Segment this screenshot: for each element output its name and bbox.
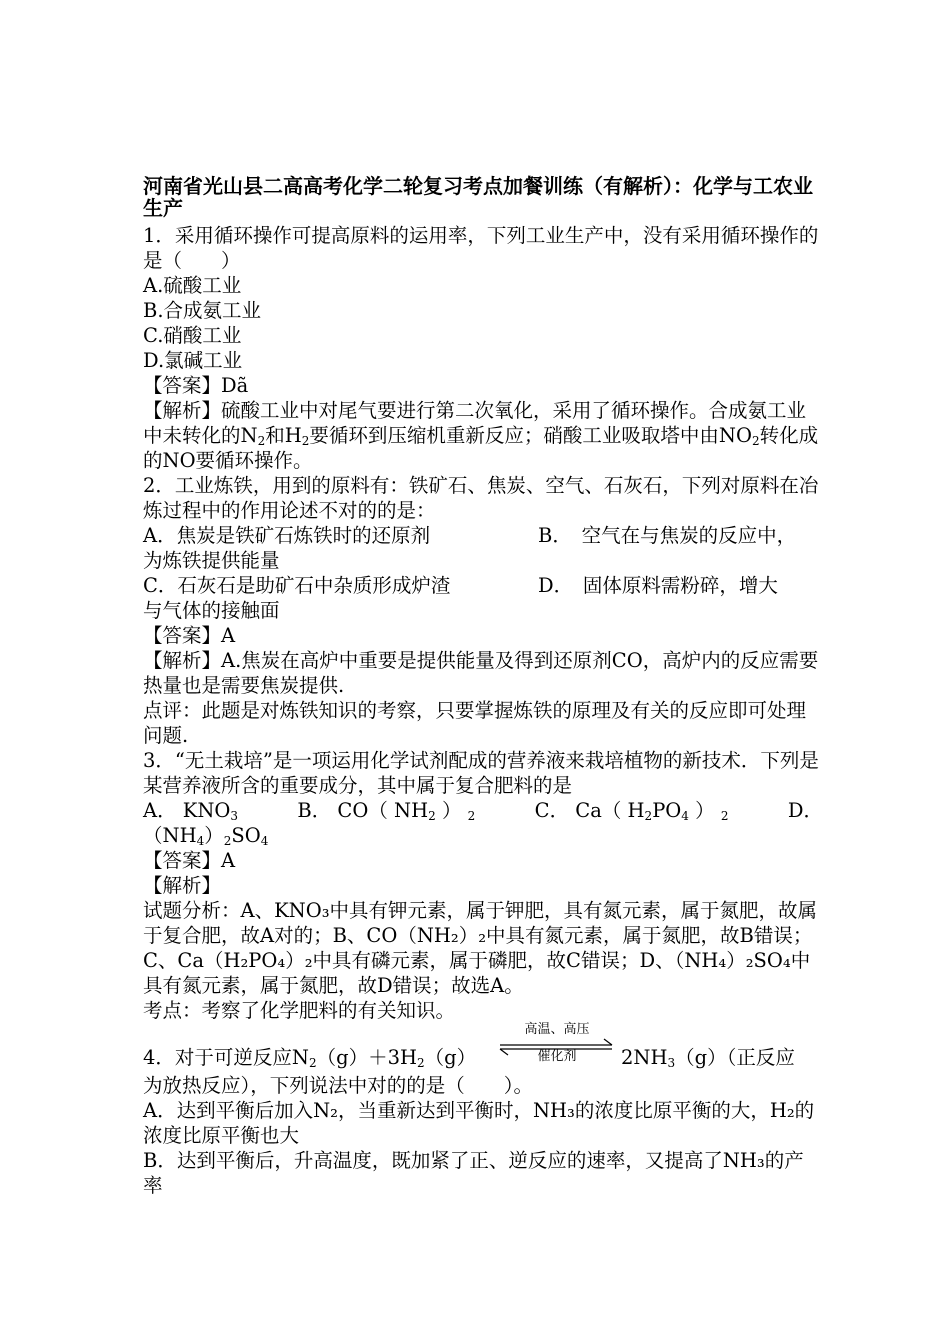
question-2-options-cd — [143, 573, 823, 598]
question-3-analysis-head: 【解析】 — [143, 874, 222, 897]
question-3-analysis: 试题分析：A、KNO₃中具有钾元素，属于钾肥，具有氮元素，属于氮肥，故属于复合肥，故A对的；B、CO（NH₂）₂中具有氮元素，属于氮肥，故B错误；C、Ca（H₂PO₄）₂中具有磷元素，属于磷肥，故C错误；D、（NH₄）₂SO₄中具有氮元素，属于氮肥，故D错误；故选A。 — [143, 899, 818, 997]
question-1-option-b: B.合成氨工业 — [143, 299, 262, 322]
reaction-right: $2NH_3(g)$（正反应 — [621, 1046, 795, 1070]
question-4 — [143, 1023, 823, 1198]
question-1 — [143, 223, 823, 473]
question-3-option-c: C． Ca（ $H_2PO_4$ ） $_2$ — [534, 799, 729, 823]
question-2-options-ab — [143, 523, 823, 548]
question-3-option-a: A． $KNO_3$ — [143, 799, 239, 823]
question-1-option-d: D.氯碱工业 — [143, 349, 243, 372]
question-2 — [143, 473, 823, 748]
arrow-condition-bottom: 催化剂 — [537, 1049, 577, 1064]
question-3-options — [143, 798, 823, 823]
reversible-arrow-icon — [496, 1023, 618, 1073]
question-4-reaction — [143, 1023, 823, 1073]
question-2-answer: 【答案】A — [143, 624, 236, 647]
question-2-option-a: A．焦炭是铁矿石炼铁时的还原剂 — [143, 524, 431, 547]
question-1-analysis: 【解析】硫酸工业中对尾气要进行第二次氧化，采用了循环操作。合成氨工业中未转化的$N_2$和$H_2$要循环到压缩机重新反应；硝酸工业吸取塔中由$NO_2$转化成的NO要循环操作。 — [143, 399, 819, 472]
question-4-stem-cont: 为放热反应），下列说法中对的的是（ ）。 — [143, 1074, 534, 1097]
question-2-option-c: C．石灰石是助矿石中杂质形成炉渣 — [143, 574, 451, 597]
question-2-comment: 点评：此题是对炼铁知识的考察，只要掌握炼铁的原理及有关的反应即可处理问题. — [143, 699, 807, 747]
question-3 — [143, 748, 823, 1023]
question-2-option-b: B． 空气在与焦炭的反应中， — [538, 524, 797, 547]
document-page — [143, 175, 823, 1198]
question-1-option-c: C.硝酸工业 — [143, 324, 242, 347]
question-4-option-a: A．达到平衡后加入N₂，当重新达到平衡时，NH₃的浓度比原平衡的大，H₂的浓度比原平衡也大 — [143, 1099, 815, 1147]
question-1-answer: 【答案】Dã — [143, 374, 249, 397]
equilibrium-arrows-icon — [496, 1023, 618, 1073]
arrow-condition-top: 高温、高压 — [524, 1022, 590, 1037]
question-2-option-b-cont: 为炼铁提供能量 — [143, 549, 280, 572]
document-title: 河南省光山县二高高考化学二轮复习考点加餐训练（有解析）：化学与工农业生产 — [143, 174, 813, 220]
question-3-option-d: D． — [787, 799, 823, 822]
question-3-stem: 3．“无土栽培”是一项运用化学试剂配成的营养液来栽培植物的新技术．下列是某营养液所含的重要成分，其中属于复合肥料的是 — [143, 749, 819, 797]
question-2-option-d-cont: 与气体的接触面 — [143, 599, 280, 622]
question-2-option-d: D． 固体原料需粉碎，增大 — [538, 574, 778, 597]
question-4-option-b: B．达到平衡后，升高温度，既加紧了正、逆反应的速率，又提高了NH₃的产率 — [143, 1149, 804, 1197]
question-3-point: 考点：考察了化学肥料的有关知识。 — [143, 999, 456, 1022]
question-3-option-d-cont: $(NH_4)_2SO_4$ — [143, 824, 269, 848]
question-3-answer: 【答案】A — [143, 849, 236, 872]
question-1-option-a: A.硫酸工业 — [143, 274, 242, 297]
reaction-left: 4．对于可逆反应$N_2(g)+3H_2(g)$ — [143, 1046, 477, 1070]
question-2-stem: 2．工业炼铁，用到的原料有：铁矿石、焦炭、空气、石灰石，下列对原料在冶炼过程中的作用论述不对的的是： — [143, 474, 819, 522]
question-3-option-b: B． CO（ $NH_2$ ） $_2$ — [297, 799, 476, 823]
question-2-analysis: 【解析】A.焦炭在高炉中重要是提供能量及得到还原剂CO，高炉内的反应需要热量也是需要焦炭提供. — [143, 649, 819, 697]
question-1-stem: 1．采用循环操作可提高原料的运用率，下列工业生产中，没有采用循环操作的是（ ） — [143, 224, 819, 272]
